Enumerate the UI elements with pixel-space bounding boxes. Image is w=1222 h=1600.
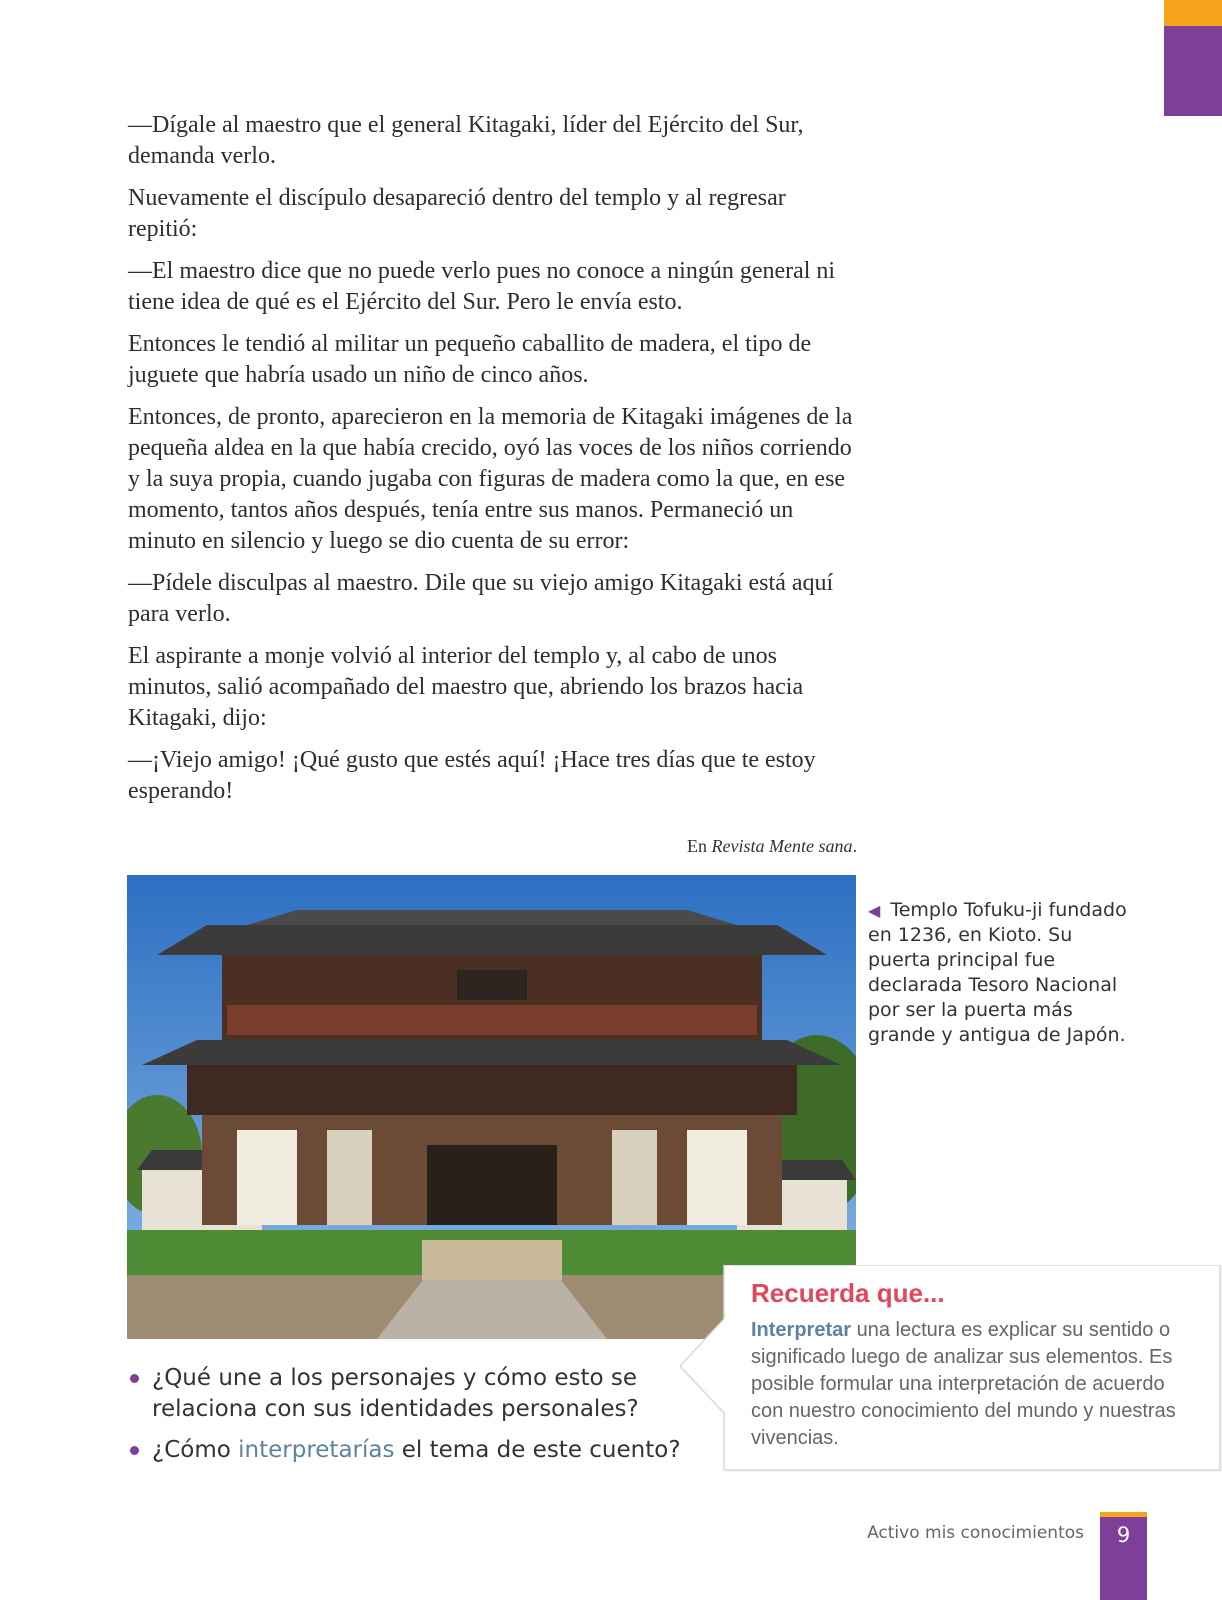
source-title: Revista Mente sana xyxy=(711,836,853,856)
bullet-icon xyxy=(130,1446,139,1455)
page-number-badge xyxy=(1100,1512,1147,1600)
page-number: 9 xyxy=(1116,1523,1131,1547)
story-paragraph: —Dígale al maestro que el general Kitagaki, líder del Ejército del Sur, demanda verlo. xyxy=(128,112,804,169)
story-paragraph: Entonces, de pronto, aparecieron en la memoria de Kitagaki imágenes de la pequeña aldea en la que había crecido, oyó las voces de los niños corriendo y la suya propia, cuando jugaba con figuras de madera como la que, en ese momento, tantos años después, tenía entre sus manos. Permaneció un minuto en silencio y luego se dio cuenta de su error: xyxy=(128,404,853,554)
source-prefix: En xyxy=(687,836,712,856)
recuerda-title: Recuerda que... xyxy=(751,1278,945,1308)
story-paragraph: Entonces le tendió al militar un pequeño caballito de madera, el tipo de juguete que habría usado un niño de cinco años. xyxy=(128,331,812,388)
story-paragraph: —El maestro dice que no puede verlo pues no conoce a ningún general ni tiene idea de qué es el Ejército del Sur. Pero le envía esto. xyxy=(128,258,836,315)
story-source xyxy=(128,836,857,857)
recuerda-keyword: Interpretar xyxy=(751,1319,852,1341)
footer-section-label: Activo mis conocimientos xyxy=(867,1523,1084,1543)
triangle-left-icon: ◀ xyxy=(868,901,881,920)
story-paragraph: El aspirante a monje volvió al interior del templo y, al cabo de unos minutos, salió acompañado del maestro que, abriendo los brazos hacia Kitagaki, dijo: xyxy=(128,643,804,731)
photo-caption xyxy=(868,898,1138,1048)
story-paragraph: —¡Viejo amigo! ¡Qué gusto que estés aquí! ¡Hace tres días que te estoy esperando! xyxy=(128,747,816,804)
question-text-end: el tema de este cuento? xyxy=(394,1437,681,1463)
story-text xyxy=(128,110,858,818)
question-list xyxy=(128,1363,708,1476)
caption-text: Templo Tofuku-ji fundado en 1236, en Kioto. Su puerta principal fue declarada Tesoro Nacional por ser la puerta más grande y antigua de Japón. xyxy=(868,899,1127,1046)
question-item xyxy=(128,1363,708,1425)
question-item xyxy=(128,1435,708,1466)
corner-orange-strip xyxy=(1164,0,1222,26)
recuerda-callout xyxy=(680,1265,1222,1472)
bullet-icon xyxy=(130,1374,139,1383)
story-paragraph: Nuevamente el discípulo desapareció dentro del templo y al regresar repitió: xyxy=(128,185,786,242)
question-text: ¿Qué une a los personajes y cómo esto se relaciona con sus identidades personales? xyxy=(152,1365,639,1422)
story-paragraph: —Pídele disculpas al maestro. Dile que su viejo amigo Kitagaki está aquí para verlo. xyxy=(128,570,834,627)
recuerda-text: una lectura es explicar su sentido o significado luego de analizar sus elementos. Es posible formular una interpretación de acuerdo con nuestro conocimiento del mundo y nuestras vivencias. xyxy=(751,1319,1176,1449)
source-suffix: . xyxy=(852,836,857,856)
recuerda-body xyxy=(751,1317,1191,1452)
recuerda-content xyxy=(751,1278,1191,1452)
question-text-start: ¿Cómo xyxy=(152,1437,239,1463)
question-keyword: interpretarías xyxy=(238,1437,395,1463)
